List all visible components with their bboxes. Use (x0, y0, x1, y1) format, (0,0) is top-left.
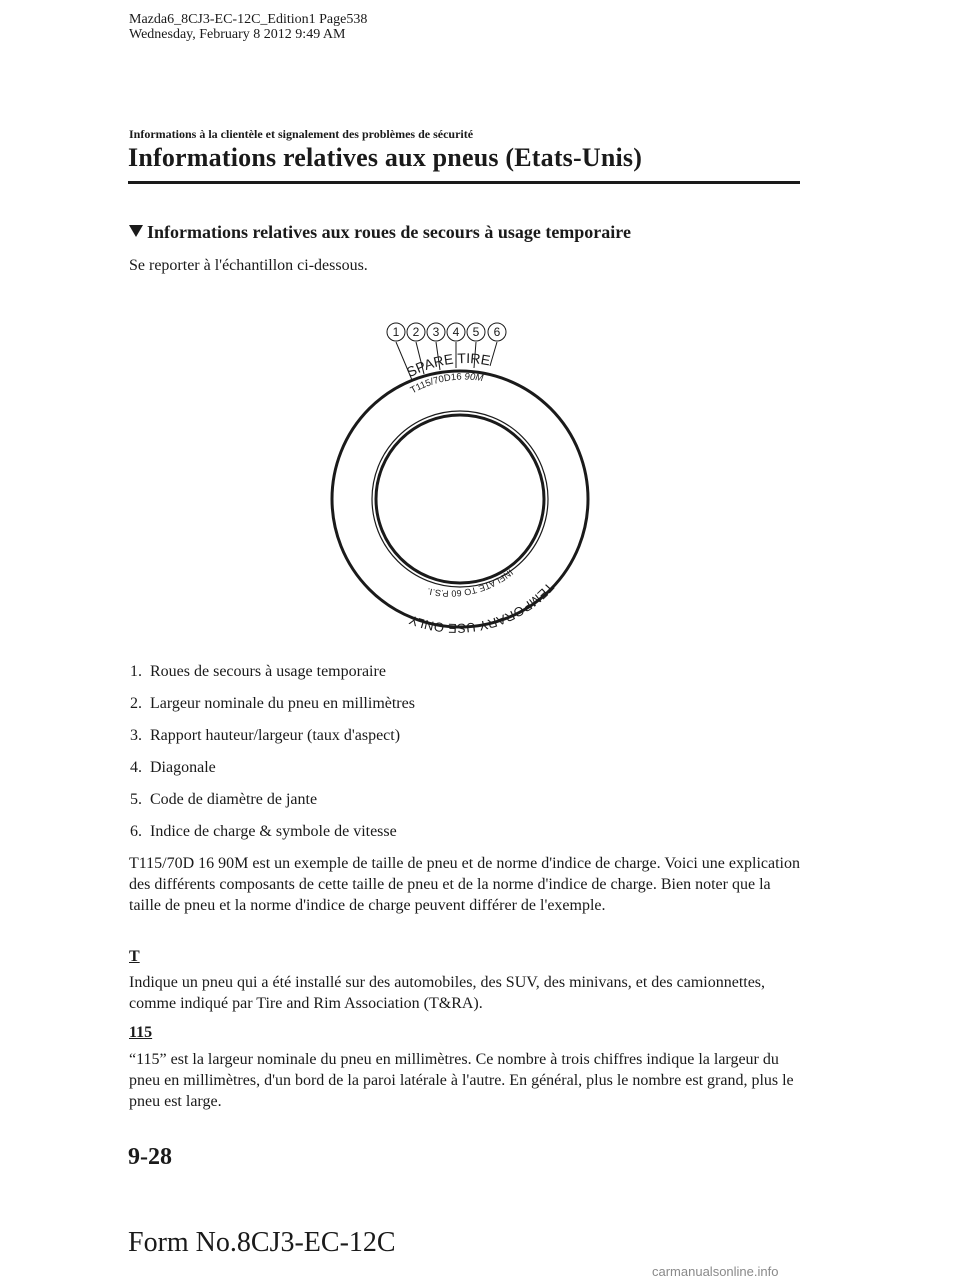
list-item (130, 726, 415, 758)
term-t-paragraph: Indique un pneu qui a été installé sur des automobiles, des SUV, des minivans, et des camionnettes, comme indiqué par Tire and Rim Association (T&RA). (129, 974, 766, 1012)
callout-4: 4 (452, 325, 460, 339)
page-title: Informations relatives aux pneus (Etats-Unis) (128, 143, 643, 172)
term-t-heading: T (129, 948, 140, 965)
size-code: T115/70D16 (408, 371, 462, 397)
list-item-text: Code de diamètre de jante (150, 791, 318, 808)
section-label: Informations à la clientèle et signalement des problèmes de sécurité (129, 127, 474, 141)
temporary-use-text: TEMPORARY USE ONLY (407, 579, 558, 636)
legend-list (130, 662, 415, 854)
list-item-text: Roues de secours à usage temporaire (150, 663, 386, 680)
list-item-text: Indice de charge & symbole de vitesse (150, 823, 397, 840)
inflate-text: INFLATE TO 60 P.S.I. (426, 567, 515, 599)
spare-tire-diagram (330, 316, 590, 646)
list-item-number: 5. (130, 791, 142, 808)
intro-text: Se reporter à l'échantillon ci-dessous. (129, 257, 368, 274)
page-number: 9-28 (128, 1144, 172, 1170)
list-item (130, 694, 415, 726)
list-item (130, 790, 415, 822)
list-item (130, 662, 415, 694)
watermark: carmanualsonline.info (652, 1264, 779, 1279)
meta-line-1: Mazda6_8CJ3-EC-12C_Edition1 Page538 (129, 12, 368, 27)
list-item-text: Rapport hauteur/largeur (taux d'aspect) (150, 727, 401, 744)
list-item-number: 4. (130, 759, 142, 776)
callout-1: 1 (392, 325, 400, 339)
sub-heading (129, 222, 631, 243)
callout-circles (387, 323, 506, 341)
form-number: Form No.8CJ3-EC-12C (128, 1227, 396, 1258)
load-speed-code: 90M (464, 371, 485, 385)
sub-heading-text: Informations relatives aux roues de secours à usage temporaire (147, 222, 631, 242)
callout-3: 3 (432, 325, 440, 339)
list-item-number: 1. (130, 663, 142, 680)
term-115-paragraph: “115” est la largeur nominale du pneu en millimètres. Ce nombre à trois chiffres indique la largeur du pneu en millimètres, d'un bord de la paroi latérale à l'autre. En général, plus le nombre est grand, plus le pneu est large. (129, 1051, 794, 1110)
term-115-heading: 115 (129, 1024, 153, 1041)
callout-2: 2 (412, 325, 420, 339)
list-item (130, 822, 415, 854)
tire-label: TIRE (457, 349, 492, 369)
print-metadata (129, 12, 367, 42)
title-divider (128, 181, 800, 184)
list-item (130, 758, 415, 790)
list-item-number: 3. (130, 727, 142, 744)
example-paragraph: T115/70D 16 90M est un exemple de taille de pneu et de norme d'indice de charge. Voici une explication des différents composants de cette taille de pneu et de la norme d'indice de charge. Bien noter que la taille de pneu et la norme d'indice de charge peuvent différer de l'exemple. (129, 855, 800, 914)
meta-line-2: Wednesday, February 8 2012 9:49 AM (129, 27, 346, 42)
list-item-text: Largeur nominale du pneu en millimètres (150, 695, 415, 712)
triangle-bullet-icon (129, 225, 143, 237)
list-item-number: 6. (130, 823, 142, 840)
callout-5: 5 (472, 325, 480, 339)
spare-label: SPARE (403, 350, 455, 381)
list-item-text: Diagonale (150, 759, 216, 776)
callout-6: 6 (493, 325, 501, 339)
list-item-number: 2. (130, 695, 142, 712)
